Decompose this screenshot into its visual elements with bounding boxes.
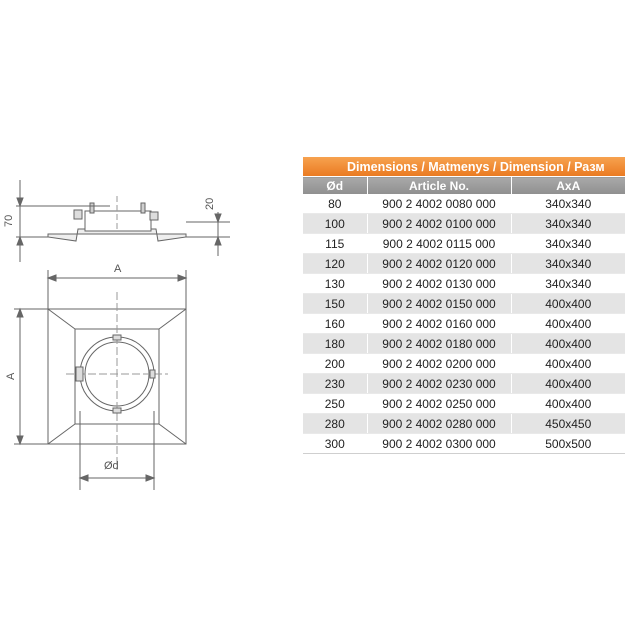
cell-article-no: 900 2 4002 0080 000 <box>367 194 511 214</box>
table-row <box>303 274 625 294</box>
dim-width-a-label: A <box>114 263 122 275</box>
cell-article-no: 900 2 4002 0160 000 <box>367 314 511 334</box>
side-clamp-left <box>74 210 82 219</box>
side-collar <box>85 211 151 231</box>
cell-size: 500x500 <box>511 434 625 454</box>
side-clamp-right <box>150 212 158 220</box>
table-row <box>303 334 625 354</box>
cell-diameter: 300 <box>303 434 367 454</box>
cell-article-no: 900 2 4002 0250 000 <box>367 394 511 414</box>
table-row <box>303 254 625 274</box>
plan-clamp <box>76 367 83 381</box>
cell-size: 340x340 <box>511 254 625 274</box>
cell-size: 340x340 <box>511 194 625 214</box>
header-diameter: Ød <box>303 177 367 195</box>
dim-height-70-label: 70 <box>3 214 15 227</box>
cell-article-no: 900 2 4002 0180 000 <box>367 334 511 354</box>
dim-flange-20-label: 20 <box>204 197 216 210</box>
cell-diameter: 120 <box>303 254 367 274</box>
cell-diameter: 160 <box>303 314 367 334</box>
cell-size: 400x400 <box>511 394 625 414</box>
cell-diameter: 150 <box>303 294 367 314</box>
dim-height-a <box>14 309 48 444</box>
table-row <box>303 214 625 234</box>
cell-size: 400x400 <box>511 374 625 394</box>
cell-diameter: 80 <box>303 194 367 214</box>
cell-article-no: 900 2 4002 0130 000 <box>367 274 511 294</box>
dimensions-table <box>303 157 625 454</box>
cell-size: 340x340 <box>511 214 625 234</box>
cell-size: 400x400 <box>511 314 625 334</box>
cell-size: 400x400 <box>511 354 625 374</box>
cell-size: 400x400 <box>511 294 625 314</box>
dim-height-a-label: A <box>5 372 17 380</box>
side-bolt-right <box>141 203 145 213</box>
table-row <box>303 374 625 394</box>
cell-diameter: 200 <box>303 354 367 374</box>
plan-tab-right <box>150 370 155 378</box>
cell-diameter: 100 <box>303 214 367 234</box>
plan-view <box>48 292 186 470</box>
cell-article-no: 900 2 4002 0280 000 <box>367 414 511 434</box>
cell-size: 450x450 <box>511 414 625 434</box>
table-row <box>303 414 625 434</box>
cell-article-no: 900 2 4002 0300 000 <box>367 434 511 454</box>
cell-article-no: 900 2 4002 0120 000 <box>367 254 511 274</box>
table-row <box>303 434 625 454</box>
table-title: Dimensions / Matmenys / Dimension / Разм <box>303 157 625 177</box>
cell-article-no: 900 2 4002 0150 000 <box>367 294 511 314</box>
cell-diameter: 250 <box>303 394 367 414</box>
cell-diameter: 115 <box>303 234 367 254</box>
table-row <box>303 234 625 254</box>
table-body <box>303 194 625 454</box>
table-row <box>303 354 625 374</box>
table-header-row <box>303 177 625 195</box>
header-size: AxA <box>511 177 625 195</box>
dim-diameter-label: Ød <box>104 460 119 472</box>
table-row <box>303 294 625 314</box>
cell-article-no: 900 2 4002 0200 000 <box>367 354 511 374</box>
table-row <box>303 394 625 414</box>
header-article-no: Article No. <box>367 177 511 195</box>
cell-article-no: 900 2 4002 0100 000 <box>367 214 511 234</box>
cell-size: 400x400 <box>511 334 625 354</box>
dim-flange-20 <box>186 212 230 256</box>
cell-size: 340x340 <box>511 234 625 254</box>
plan-tab-top <box>113 335 121 340</box>
cell-diameter: 230 <box>303 374 367 394</box>
plan-tab-bottom <box>113 408 121 413</box>
table-row <box>303 194 625 214</box>
cell-article-no: 900 2 4002 0230 000 <box>367 374 511 394</box>
table-banner-row <box>303 157 625 177</box>
side-view <box>48 196 186 241</box>
cell-diameter: 130 <box>303 274 367 294</box>
side-bolt-left <box>90 203 94 213</box>
technical-drawing <box>0 0 300 625</box>
table-row <box>303 314 625 334</box>
cell-diameter: 180 <box>303 334 367 354</box>
cell-article-no: 900 2 4002 0115 000 <box>367 234 511 254</box>
cell-size: 340x340 <box>511 274 625 294</box>
cell-diameter: 280 <box>303 414 367 434</box>
